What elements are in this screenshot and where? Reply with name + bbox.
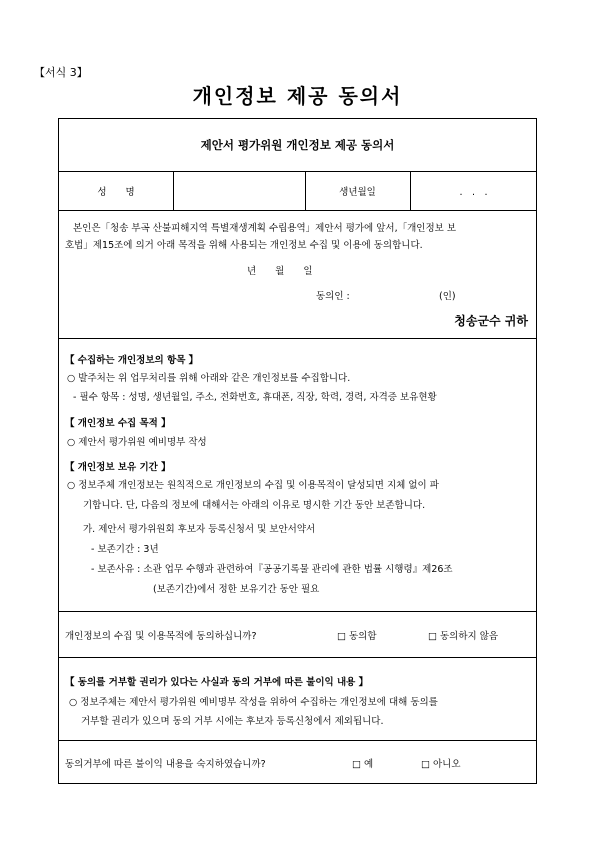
- document-title: 개인정보 제공 동의서: [192, 84, 403, 108]
- divider: [59, 657, 536, 658]
- agree-checkbox[interactable]: □ 동의함: [337, 631, 377, 642]
- disagree-checkbox[interactable]: □ 동의하지 않음: [428, 631, 499, 642]
- section-text: 거부할 권리가 있으며 동의 거부 시에는 후보자 등록신청에서 제외됩니다.: [81, 716, 384, 727]
- section-text: - 보존사유 : 소관 업무 수행과 관련하여『공공기록물 관리에 관한 법률 시행령』제26조: [91, 564, 453, 575]
- divider: [59, 338, 536, 339]
- section-title: 【 동의를 거부할 권리가 있다는 사실과 동의 거부에 따른 불이익 내용 】: [65, 677, 369, 688]
- consent-text-line: 호법」제15조에 의거 아래 목적을 위해 사용되는 개인정보 수집 및 이용에 동의합니다.: [65, 240, 423, 251]
- addressee: 청송군수 귀하: [454, 314, 528, 328]
- birth-field[interactable]: . . .: [459, 186, 488, 198]
- question-text: 동의거부에 따른 불이익 내용을 숙지하였습니까?: [65, 759, 266, 770]
- section-title: 【 개인정보 수집 목적 】: [65, 418, 171, 429]
- section-title: 【 수집하는 개인정보의 항목 】: [65, 355, 199, 366]
- section-text: - 보존기간 : 3년: [91, 544, 159, 555]
- divider: [59, 611, 536, 612]
- section-title: 【 개인정보 보유 기간 】: [65, 462, 171, 473]
- section-text: - 필수 항목 : 성명, 생년월일, 주소, 전화번호, 휴대폰, 직장, 학력, 경력, 자격증 보유현황: [73, 392, 437, 403]
- date-line: 년 월 일: [247, 266, 313, 277]
- section-text: ○ 발주처는 위 업무처리를 위해 아래와 같은 개인정보를 수집합니다.: [67, 373, 351, 384]
- signer-label: 동의인 :: [316, 291, 350, 302]
- yes-checkbox[interactable]: □ 예: [352, 759, 374, 770]
- section-text: (보존기간)에서 정한 보유기간 동안 필요: [153, 584, 320, 595]
- no-checkbox[interactable]: □ 아니오: [421, 759, 461, 770]
- form-number: 【서식 3】: [34, 66, 88, 79]
- section-text: 가. 제안서 평가위원회 후보자 등록신청서 및 보안서약서: [83, 524, 316, 535]
- seal-mark: (인): [439, 291, 456, 302]
- section-text: ○ 정보주체는 제안서 평가위원 예비명부 작성을 위하여 수집하는 개인정보에 대해 동의를: [69, 697, 438, 708]
- form-title: 제안서 평가위원 개인정보 제공 동의서: [200, 138, 395, 152]
- name-field[interactable]: [174, 172, 305, 209]
- divider: [59, 210, 536, 211]
- section-text: ○ 정보주체 개인정보는 원칙적으로 개인정보의 수집 및 이용목적이 달성되면 지체 없이 파: [67, 480, 439, 491]
- question-text: 개인정보의 수집 및 이용목적에 동의하십니까?: [65, 631, 257, 642]
- consent-form: [58, 118, 537, 784]
- consent-text-line: 본인은「청송 부곡 산불피해지역 특별재생계획 수립용역」제안서 평가에 앞서,「개인정보 보: [73, 223, 457, 234]
- section-text: ○ 제안서 평가위원 예비명부 작성: [67, 437, 207, 448]
- divider: [59, 740, 536, 741]
- birth-label: 생년월일: [339, 186, 376, 198]
- section-text: 기합니다. 단, 다음의 정보에 대해서는 아래의 이유로 명시한 기간 동안 보존합니다.: [83, 500, 426, 511]
- name-label: 성 명: [97, 186, 135, 198]
